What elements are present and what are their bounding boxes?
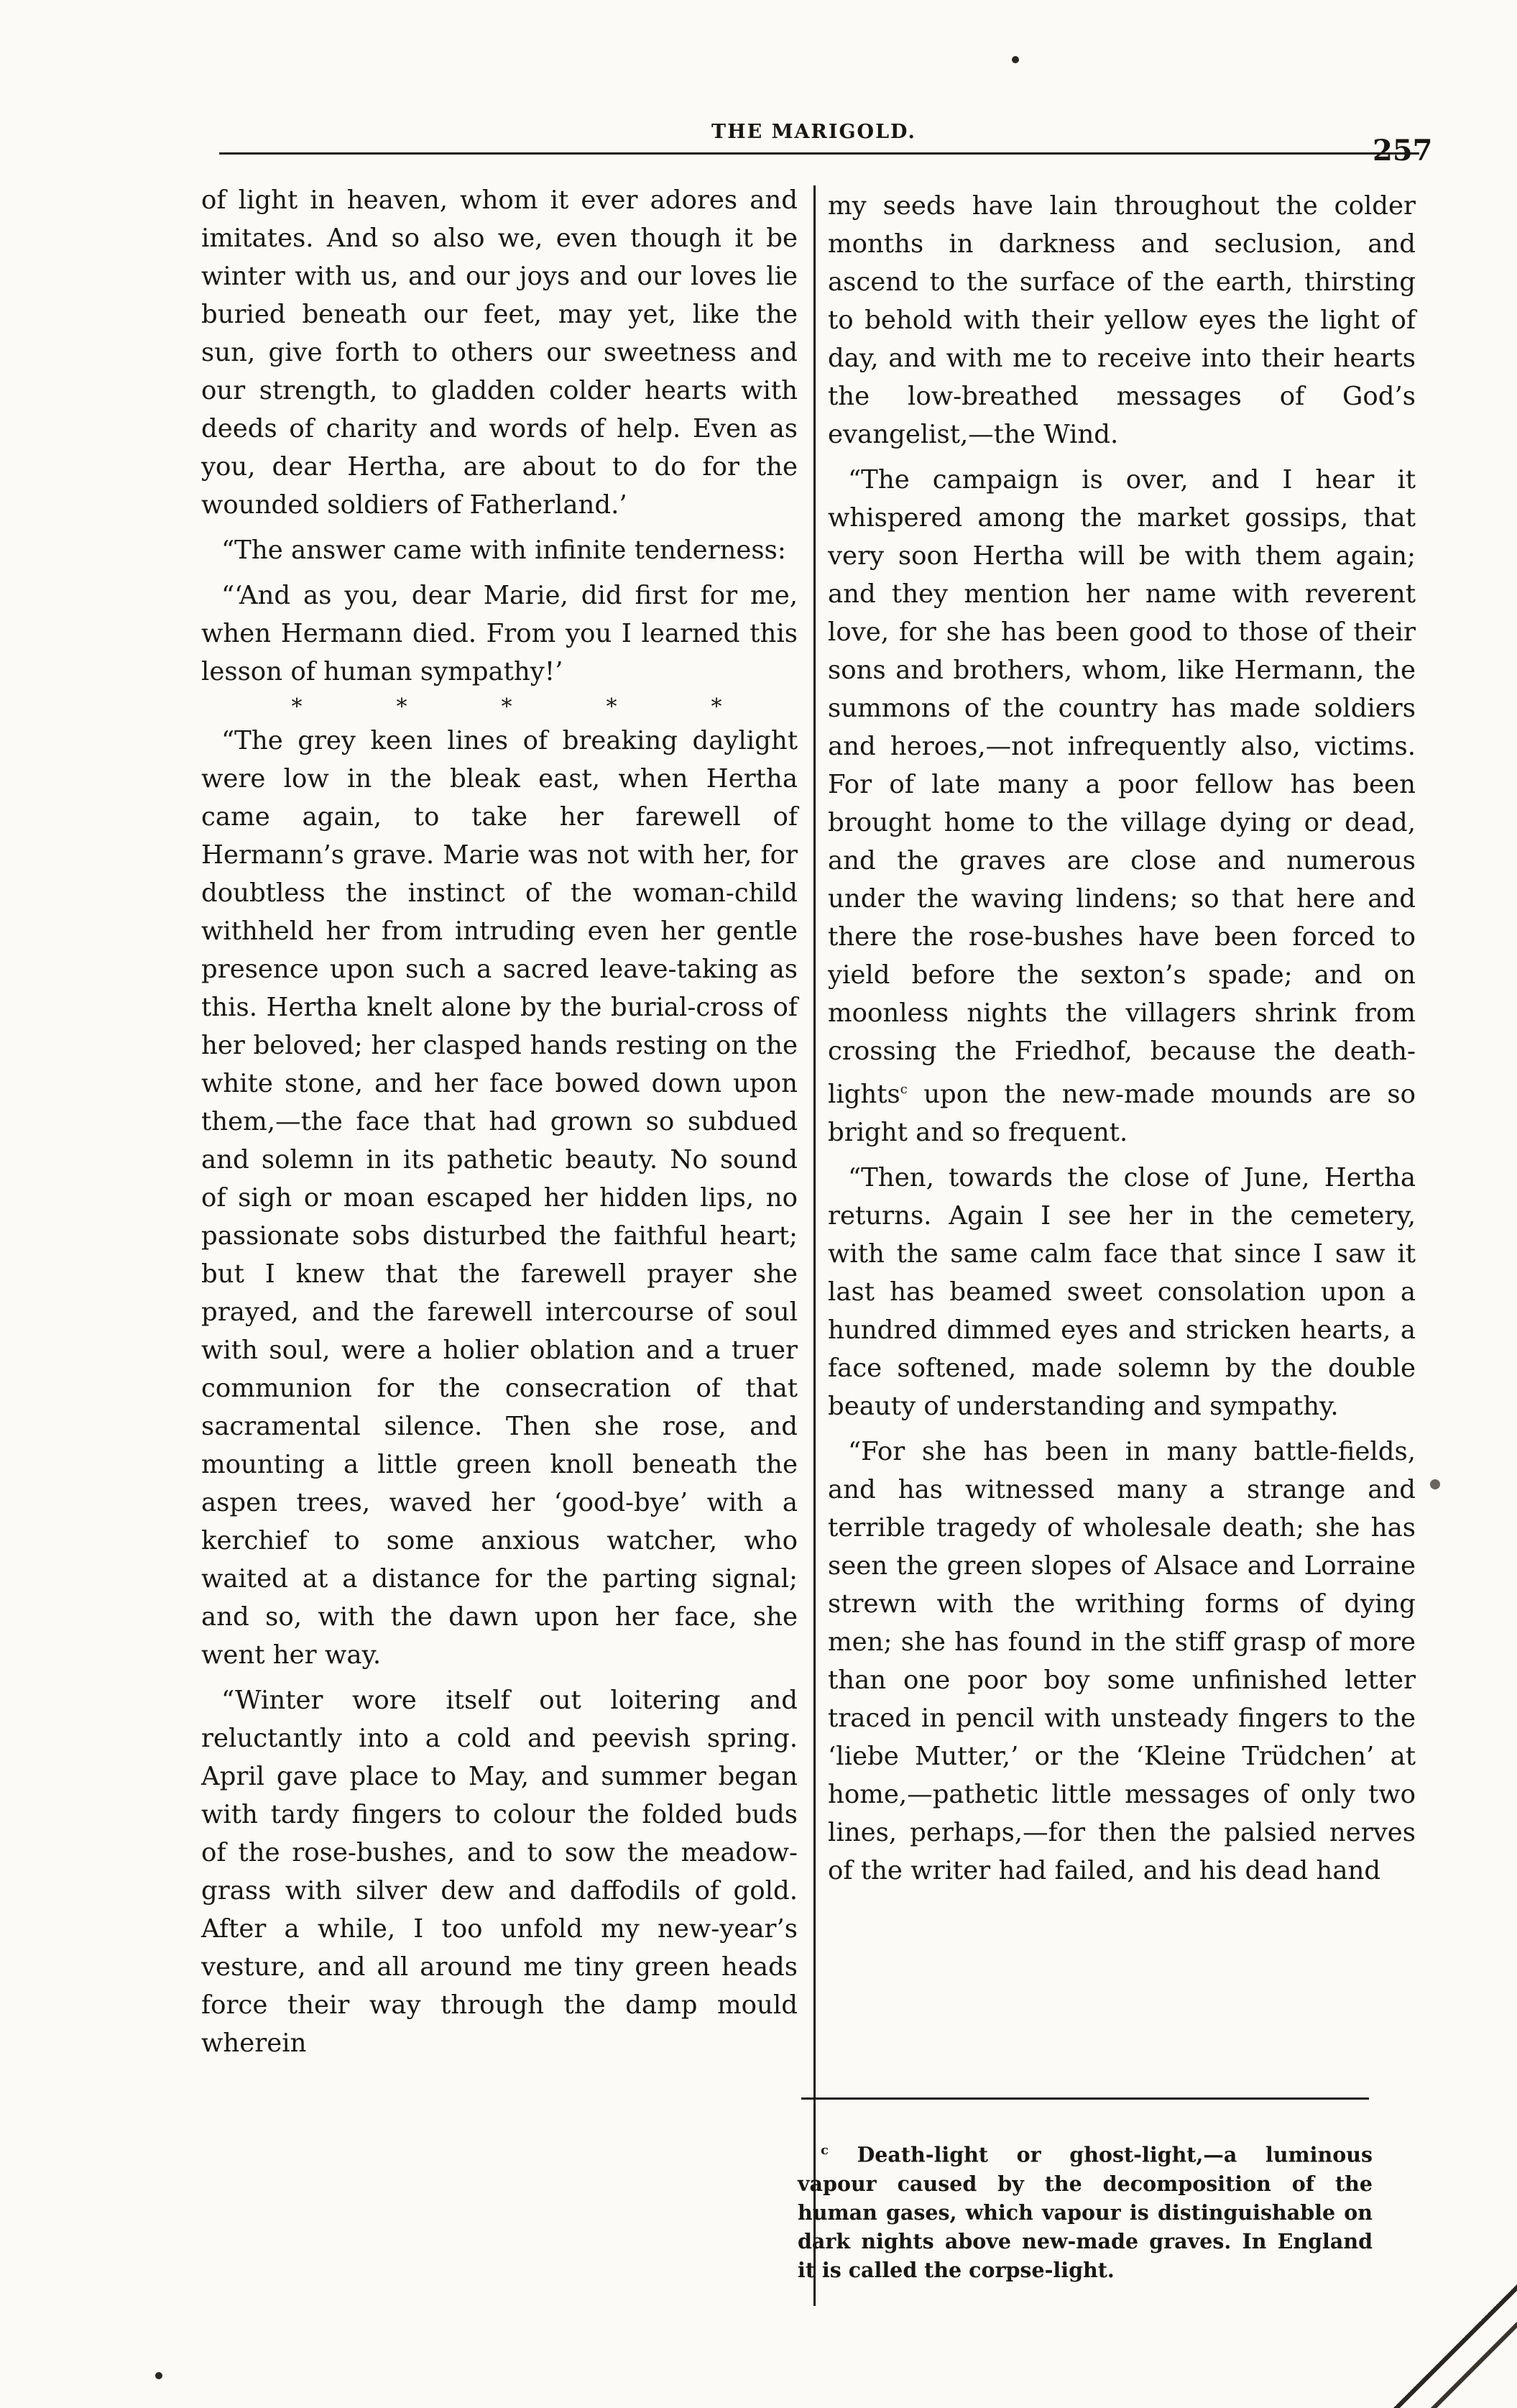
paragraph: “For she has been in many battle-fields, and has witnessed many a strange and terrible tragedy of wholesale death; she has seen the green slopes of Alsace and Lorraine strewn with the writhing forms of dying men; she has found in the stiff grasp of more than one poor boy some unfinished letter traced in pencil with unsteady fingers to the ‘liebe Mutter,’ or the ‘Kleine Trüdchen’ at home,—pathetic little messages of only two lines, perhaps,—for then the palsied nerves of the writer had failed, and his dead hand	[828, 1436, 1416, 1885]
page-corner-shadow	[1352, 2264, 1517, 2408]
footnote	[798, 2136, 1373, 2284]
paragraph-text: upon the new-made mounds are so bright and so frequent.	[828, 1079, 1416, 1147]
paragraph: “Then, towards the close of June, Hertha returns. Again I see her in the cemetery, with the same calm face that since I saw it last has beamed sweet consolation upon a hundred dimmed eyes and stricken hearts, a face softened, made solemn by the double beauty of understanding and sympathy.	[828, 1162, 1416, 1421]
left-column	[201, 181, 798, 2069]
page-number: 257	[1373, 134, 1433, 167]
asterisk: *	[396, 694, 407, 720]
paragraph: of light in heaven, whom it ever adores and imitates. And so also we, even though it be winter with us, and our joys and our loves lie buried beneath our feet, may yet, like the sun, give forth to others our sweetness and our strength, to gladden colder hearts with deeds of charity and words of help. Even as you, dear Hertha, are about to do for the wounded soldiers of Fatherland.’	[201, 185, 798, 520]
paragraph: “The answer came with infinite tenderness:	[221, 536, 786, 565]
paragraph: “Winter wore itself out loitering and reluctantly into a cold and peevish spring. April gave place to May, and summer began with tardy fingers to colour the folded buds of the rose-bushes, and to sow the meadow-grass with silver dew and daffodils of gold. After a while, I too unfold my new-year’s vesture, and all around me tiny green heads force their way through the damp mould wherein	[201, 1686, 798, 2058]
asterisk: *	[711, 694, 722, 720]
footnote-reference[interactable]: c	[900, 1082, 908, 1097]
footnote-text: Death-light or ghost-light,—a luminous vapour caused by the decomposition of the human gases, which vapour is distinguishable on dark nights above new-made graves. In England it is called the corpse-light.	[798, 2142, 1373, 2282]
column-divider	[813, 185, 816, 2306]
ink-speck	[155, 2372, 162, 2379]
footnote-mark: c	[821, 2143, 829, 2158]
ink-speck	[1012, 56, 1019, 63]
right-column	[828, 187, 1416, 1897]
asterisk: *	[501, 694, 512, 720]
paragraph	[828, 461, 1416, 1152]
footnote-rule	[801, 2097, 1369, 2100]
paragraph: “The grey keen lines of breaking daylight were low in the bleak east, when Hertha came again, to take her farewell of Hermann’s grave. Marie was not with her, for doubtless the instinct of the woman-child withheld her from intruding even her gentle presence upon such a sacred leave-taking as this. Hertha knelt alone by the burial-cross of her beloved; her clasped hands resting on the white stone, and her face bowed down upon them,—the face that had grown so subdued and solemn in its pathetic beauty. No sound of sigh or moan escaped her hidden lips, no passionate sobs disturbed the faithful heart; but I knew that the farewell prayer she prayed, and the farewell intercourse of soul with soul, were a holier oblation and a truer communion for the consecration of that sacramental silence. Then she rose, and mounting a little green knoll beneath the aspen trees, waved her ‘good-bye’ with a kerchief to some anxious watcher, who waited at a distance for the parting signal; and so, with the dawn upon her face, she went her way.	[201, 726, 798, 1670]
ink-speck	[1430, 1479, 1440, 1489]
paragraph: “‘And as you, dear Marie, did first for me, when Hermann died. From you I learned this lesson of human sympathy!’	[201, 581, 798, 686]
section-break	[201, 688, 798, 726]
running-title: THE MARIGOLD.	[711, 121, 916, 143]
asterisk: *	[606, 694, 617, 720]
paragraph: my seeds have lain throughout the colder months in darkness and seclusion, and ascend to the surface of the earth, thirsting to behold with their yellow eyes the light of day, and with me to receive into their hearts the low-breathed messages of God’s evangelist,—the Wind.	[828, 191, 1416, 449]
asterisk: *	[291, 694, 303, 720]
paragraph-text: “The campaign is over, and I hear it whispered among the market gossips, that very soon Hertha will be with them again; and they mention her name with reverent love, for she has been good to those of their sons and brothers, whom, like Hermann, the summons of the country has made soldiers and heroes,—not infrequently also, victims. For of late many a poor fellow has been brought home to the village dying or dead, and the graves are close and numerous under the waving lindens; so that here and there the rose-bushes have been forced to yield before the sexton’s spade; and on moonless nights the villagers shrink from crossing the Friedhof, because the death-lights	[828, 465, 1416, 1109]
header-rule	[219, 152, 1419, 155]
